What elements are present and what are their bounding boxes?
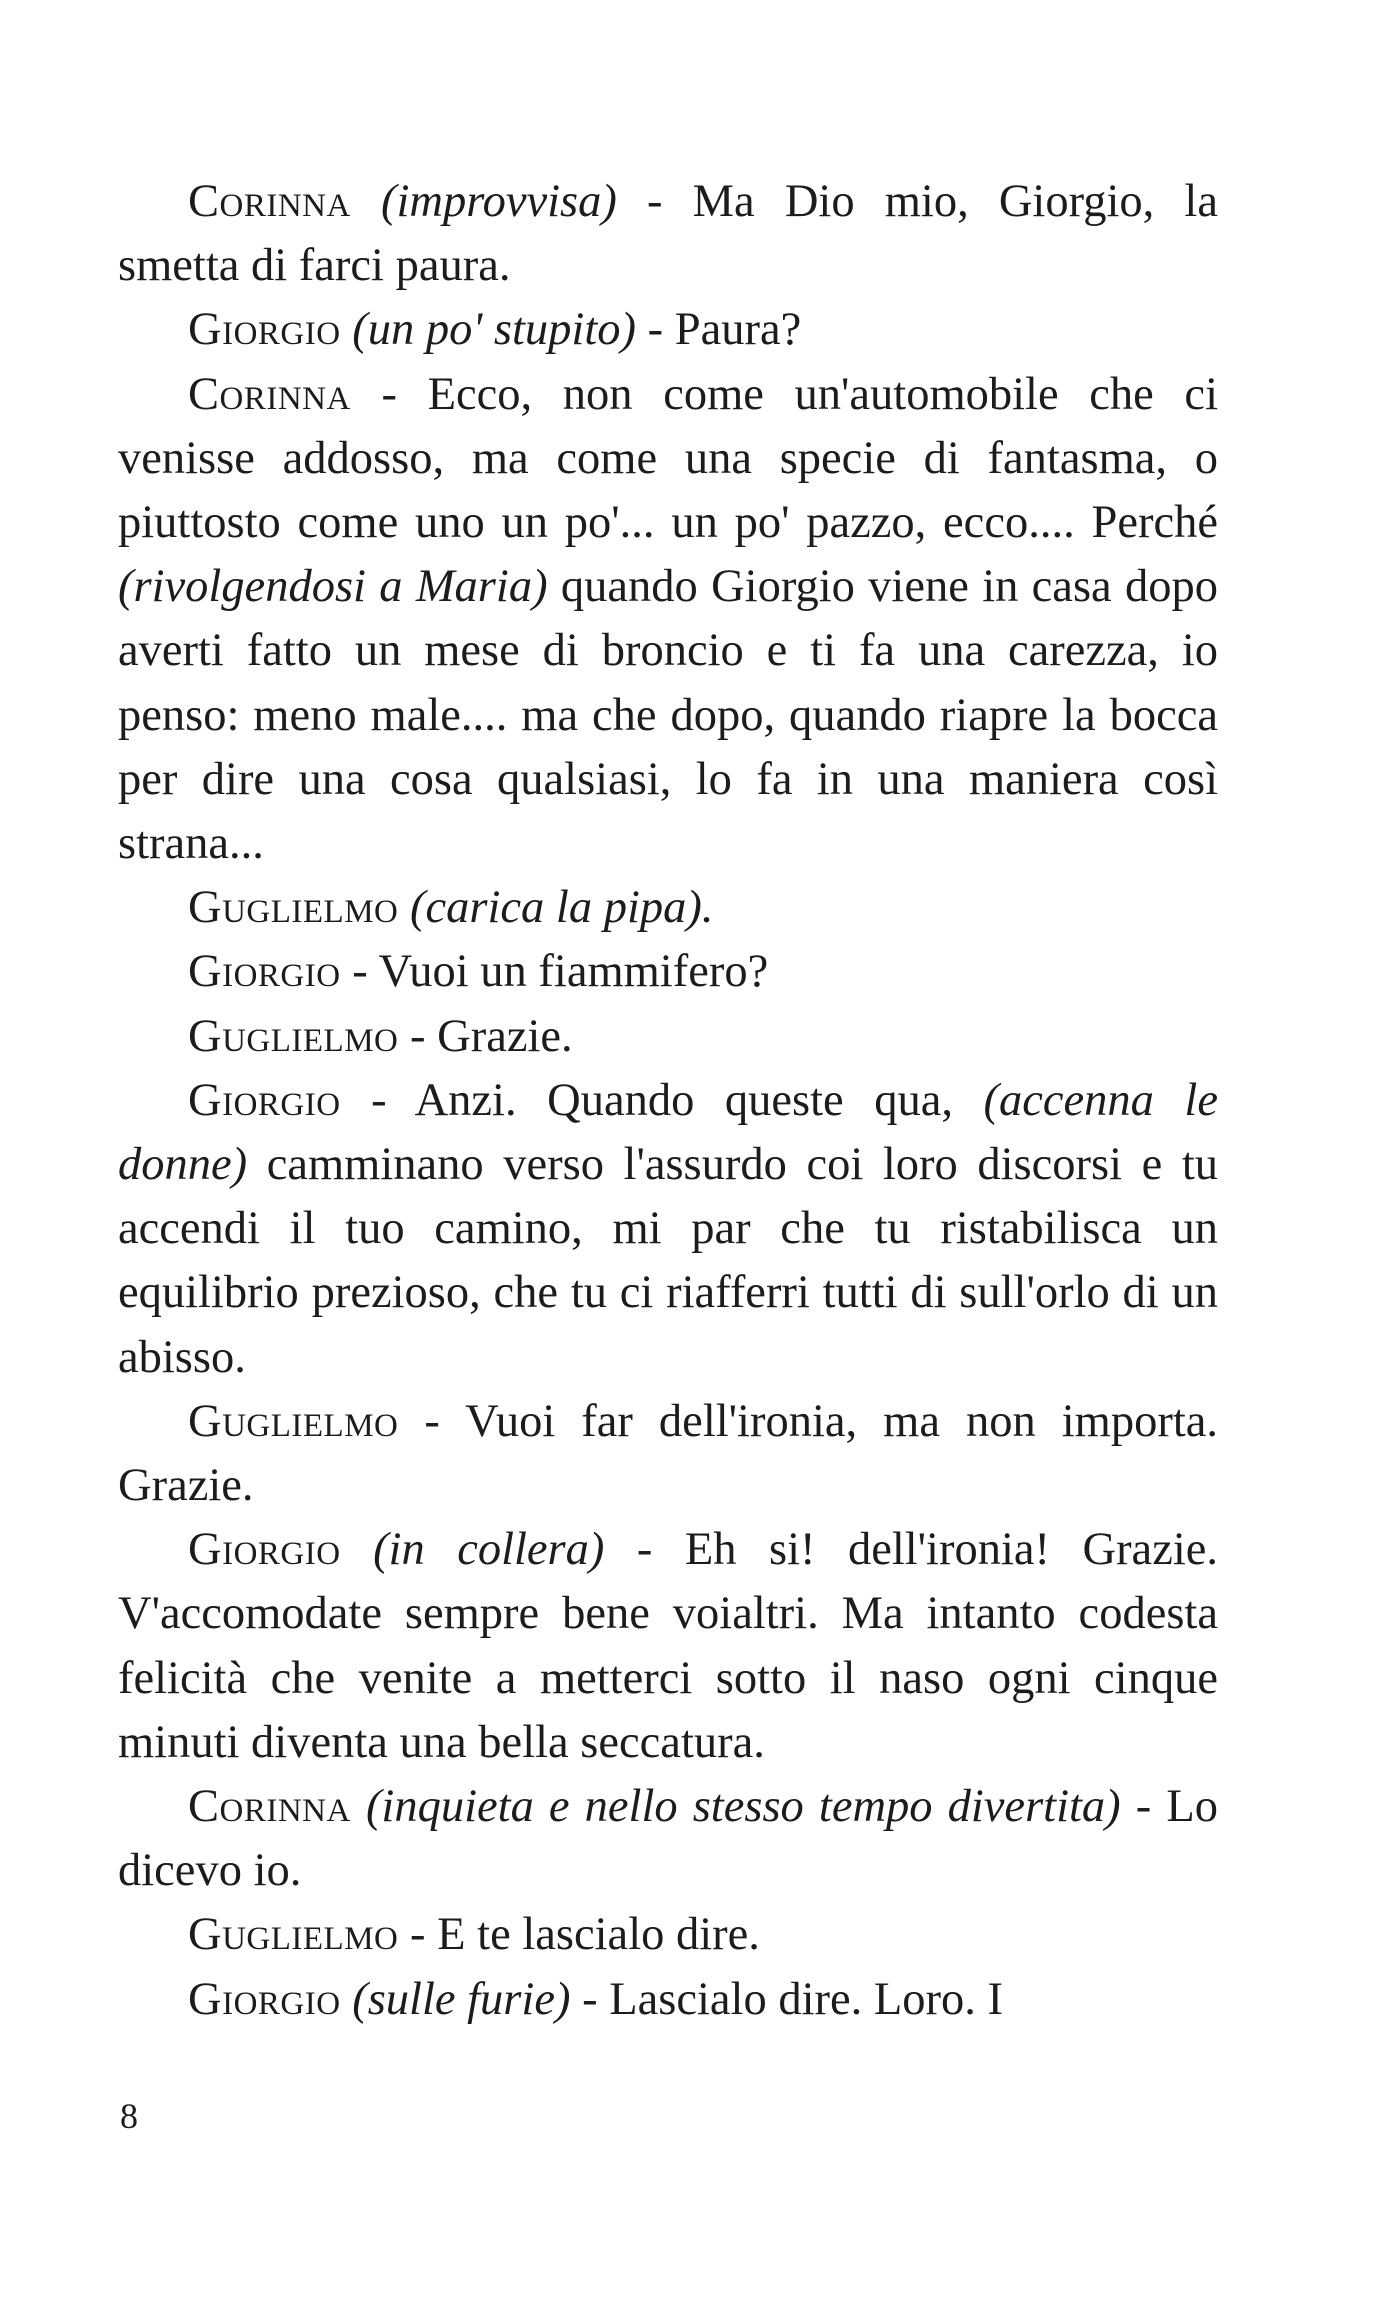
speaker-name: Giorgio (188, 1074, 341, 1126)
spoken-text: - Ma Dio mio, Giorgio, la smetta di farci paura. (118, 176, 1218, 292)
dialogue-line-giorgio (118, 1968, 1218, 2032)
stage-direction: (improvvisa) (381, 176, 617, 227)
dialogue-line-corinna (118, 1775, 1218, 1903)
dialogue-line-giorgio (118, 940, 1218, 1004)
speaker-name: Guglielmo (188, 1010, 399, 1062)
spoken-text-continued: quando Giorgio viene in casa dopo averti fatto un mese di broncio e ti fa una carezza, io penso: meno male.... ma che dopo, quando riapre la bocca per dire una cosa qualsiasi, lo fa in una maniera così strana... (118, 561, 1218, 870)
stage-direction: (inquieta e nello stesso tempo divertita) (365, 1781, 1121, 1833)
speaker-name: Guglielmo (188, 1395, 399, 1447)
spoken-text: - Grazie. (398, 1010, 573, 1062)
speaker-name: Giorgio (188, 1524, 341, 1576)
spoken-text: - Lo dicevo io. (118, 1781, 1218, 1897)
spoken-text: - Vuoi far dell'ironia, ma non importa. Grazie. (118, 1395, 1218, 1512)
spoken-text: - Paura? (635, 304, 802, 356)
dialogue-line-corinna (118, 170, 1218, 298)
speaker-name: Giorgio (188, 1973, 341, 2025)
stage-direction: (rivolgendosi a Maria) (118, 561, 548, 613)
spoken-text: - E te lascialo dire. (398, 1909, 760, 1961)
spoken-text-continued: camminano verso l'assurdo coi loro discorsi e tu accendi il tuo camino, mi par che tu ristabilisca un equilibrio prezioso, che tu ci riafferri tutti di sull'orlo di un abisso. (118, 1139, 1218, 1383)
dialogue-text (118, 170, 1218, 2032)
speaker-name: Guglielmo (188, 882, 399, 934)
spoken-text: - Ecco, non come un'automobile che ci venisse addosso, ma come una specie di fantasma, o piuttosto come uno un po'... un po' pazzo, ecco.... Perché (118, 368, 1218, 549)
speaker-name: Corinna (188, 368, 351, 420)
dialogue-line-guglielmo (118, 1005, 1218, 1069)
speaker-name: Giorgio (188, 946, 341, 998)
page-number: 8 (120, 2096, 138, 2136)
stage-direction: (un po' stupito) (352, 304, 636, 356)
spoken-text: - Lascialo dire. Loro. I (570, 1973, 1003, 2025)
stage-direction: (in collera) (373, 1524, 605, 1576)
speaker-name: Corinna (188, 1781, 351, 1833)
spoken-text: - Vuoi un fiammifero? (340, 946, 769, 998)
stage-direction: (accenna le donne) (118, 1074, 1218, 1191)
dialogue-line-guglielmo (118, 1903, 1218, 1967)
dialogue-line-giorgio (118, 1069, 1218, 1390)
speaker-name: Giorgio (188, 304, 341, 356)
dialogue-line-guglielmo (118, 1390, 1218, 1518)
dialogue-line-corinna (118, 363, 1218, 877)
dialogue-line-giorgio (118, 1518, 1218, 1775)
dialogue-line-guglielmo (118, 876, 1218, 940)
stage-direction: (sulle furie) (352, 1973, 571, 2025)
speaker-name: Corinna (188, 176, 351, 227)
spoken-text: - Eh si! dell'ironia! Grazie. V'accomodate sempre bene voialtri. Ma intanto codesta felicità che venite a metterci sotto il naso ogni cinque minuti diventa una bella seccatura. (118, 1524, 1219, 1768)
stage-direction: (carica la pipa). (410, 882, 714, 934)
spoken-text: - Anzi. Quando queste qua, (340, 1074, 984, 1126)
speaker-name: Guglielmo (188, 1909, 399, 1961)
dialogue-line-giorgio (118, 298, 1218, 362)
